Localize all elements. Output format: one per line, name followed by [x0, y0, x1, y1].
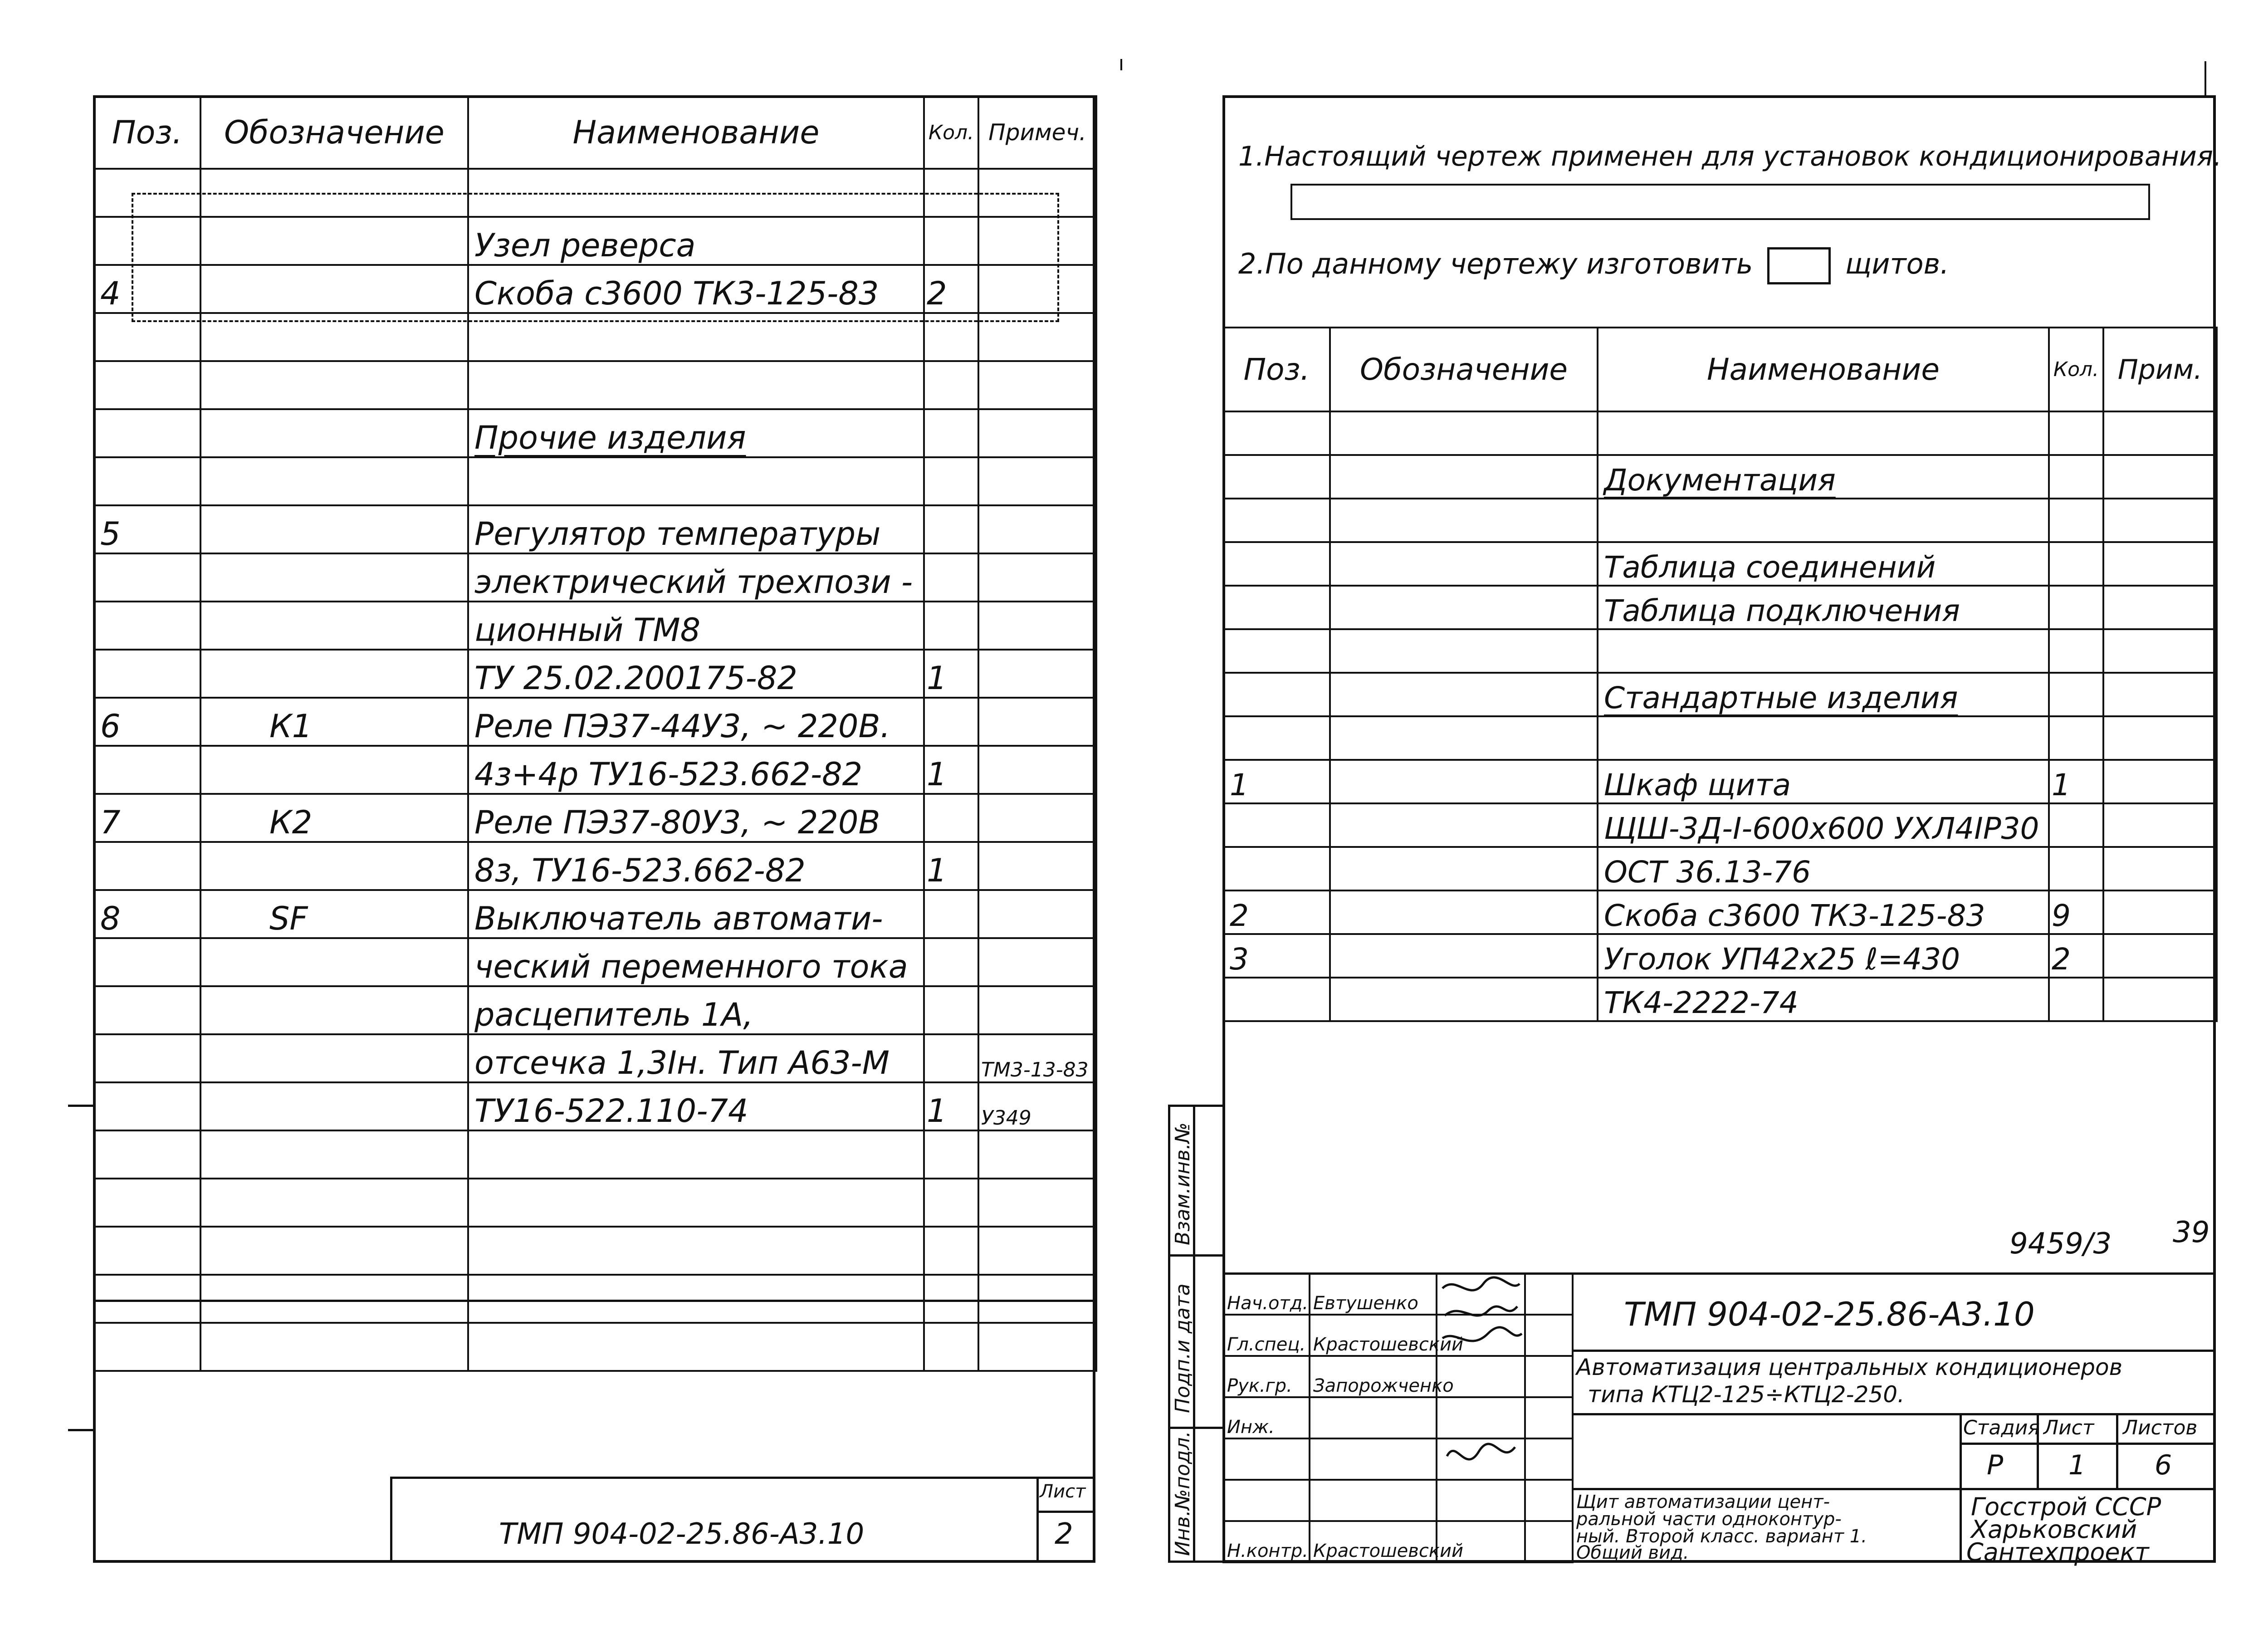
stamp-role: Нач.отд. — [1223, 1273, 1310, 1315]
page-number: 39 — [2173, 1216, 2210, 1249]
stamp-name: Запорожченко — [1310, 1356, 1437, 1397]
right-cell-pos — [1223, 499, 1330, 542]
left-row — [94, 1323, 1096, 1371]
right-row — [1223, 499, 2217, 542]
right-cell-pos — [1223, 542, 1330, 586]
left-cell-pos — [94, 986, 200, 1034]
left-cell-naim: 8з, ТУ16-523.662-82 — [468, 842, 924, 890]
left-cell-oboz: К1 — [200, 698, 468, 746]
left-row — [94, 361, 1096, 409]
right-cell-kol — [2049, 803, 2103, 847]
center-fold-mark — [1120, 59, 1122, 70]
left-cell-kol: 2 — [924, 265, 978, 313]
left-cell-oboz — [200, 409, 468, 457]
right-cell-oboz — [1330, 716, 1598, 760]
note-1-blank-box — [1290, 184, 2150, 220]
side-label-vzam: Взам.инв.№ — [1171, 1122, 1194, 1245]
right-cell-kol — [2049, 499, 2103, 542]
left-cell-prim — [978, 746, 1096, 794]
left-cell-pos — [94, 457, 200, 505]
right-header-naim: Наименование — [1598, 328, 2049, 411]
left-cell-naim: ТУ 25.02.200175-82 — [468, 650, 924, 698]
left-cell-oboz — [200, 1130, 468, 1179]
left-cell-oboz — [200, 1179, 468, 1227]
left-cell-naim — [468, 1323, 924, 1371]
right-cell-prim — [2103, 673, 2217, 716]
right-cell-naim: ТК4-2222-74 — [1598, 978, 2049, 1021]
right-header-kol: Кол. — [2049, 328, 2103, 411]
right-cell-kol — [2049, 716, 2103, 760]
note-2-quantity-box[interactable] — [1767, 247, 1831, 284]
right-row — [1223, 455, 2217, 499]
left-cell-oboz — [200, 602, 468, 650]
left-cell-prim — [978, 1323, 1096, 1371]
right-row — [1223, 760, 2217, 803]
right-cell-naim — [1598, 629, 2049, 673]
left-cell-pos — [94, 361, 200, 409]
note-2-suffix: щитов. — [1845, 247, 1949, 281]
right-cell-kol — [2049, 847, 2103, 890]
right-cell-kol: 9 — [2049, 890, 2103, 934]
top-right-corner-mark — [2204, 61, 2206, 95]
stamp-date — [1525, 1397, 1573, 1438]
right-cell-pos — [1223, 978, 1330, 1021]
right-cell-naim: ОСТ 36.13-76 — [1598, 847, 2049, 890]
stamp-desc-3: ный. Второй класс. вариант 1. — [1576, 1526, 1867, 1547]
left-cell-oboz — [200, 746, 468, 794]
left-cell-prim — [978, 602, 1096, 650]
right-cell-kol — [2049, 542, 2103, 586]
right-cell-oboz — [1330, 890, 1598, 934]
right-cell-prim — [2103, 847, 2217, 890]
right-cell-oboz — [1330, 760, 1598, 803]
right-header-prim: Прим. — [2103, 328, 2217, 411]
left-cell-prim — [978, 409, 1096, 457]
right-cell-prim — [2103, 629, 2217, 673]
right-cell-prim — [2103, 803, 2217, 847]
stamp-date — [1525, 1273, 1573, 1315]
left-cell-kol: 1 — [924, 650, 978, 698]
left-cell-oboz — [200, 1227, 468, 1275]
left-header-oboz: Обозначение — [200, 96, 468, 169]
note-2 — [1238, 247, 1949, 284]
stamp-name: Евтушенко — [1310, 1273, 1437, 1315]
left-cell-kol: 1 — [924, 842, 978, 890]
left-cell-pos — [94, 409, 200, 457]
left-cell-pos: 8 — [94, 890, 200, 938]
left-header-prim: Примеч. — [978, 96, 1096, 169]
left-row — [94, 505, 1096, 553]
left-row — [94, 1227, 1096, 1275]
right-cell-oboz — [1330, 455, 1598, 499]
right-cell-prim — [2103, 978, 2217, 1021]
note-1: 1.Настоящий чертеж применен для установок кондиционирования. — [1238, 141, 2222, 172]
left-row — [94, 794, 1096, 842]
left-cell-prim — [978, 794, 1096, 842]
left-cell-kol — [924, 553, 978, 602]
stamp-desc-2: ральной части одноконтур- — [1576, 1509, 1842, 1530]
left-cell-kol — [924, 1323, 978, 1371]
left-cell-naim: ТУ16-522.110-74 — [468, 1082, 924, 1130]
left-cell-kol — [924, 890, 978, 938]
stamp-title-2: типа КТЦ2-125÷КТЦ2-250. — [1588, 1381, 1905, 1408]
right-cell-oboz — [1330, 803, 1598, 847]
left-cell-prim — [978, 1179, 1096, 1227]
left-cell-naim: расцепитель 1А, — [468, 986, 924, 1034]
left-header-naim: Наименование — [468, 96, 924, 169]
right-row — [1223, 673, 2217, 716]
stamp-name: Крастошевский — [1310, 1315, 1437, 1356]
side-label-inv: Инв.№подл. — [1171, 1431, 1194, 1556]
left-cell-prim — [978, 1130, 1096, 1179]
right-cell-oboz — [1330, 499, 1598, 542]
left-row — [94, 553, 1096, 602]
right-cell-kol: 2 — [2049, 934, 2103, 978]
left-cell-kol — [924, 986, 978, 1034]
right-cell-naim — [1598, 411, 2049, 455]
stamp-title-split — [1572, 1413, 2216, 1415]
stamp-name — [1310, 1397, 1437, 1438]
left-footer-code: ТМП 904-02-25.86-А3.10 — [499, 1517, 865, 1551]
left-row — [94, 938, 1096, 986]
left-cell-kol: 1 — [924, 746, 978, 794]
right-cell-oboz — [1330, 673, 1598, 716]
left-row — [94, 986, 1096, 1034]
right-spec-table — [1222, 327, 2218, 1022]
right-cell-oboz — [1330, 411, 1598, 455]
right-cell-prim — [2103, 716, 2217, 760]
left-cell-pos — [94, 1227, 200, 1275]
left-cell-pos: 4 — [94, 265, 200, 313]
left-row — [94, 698, 1096, 746]
left-cell-prim — [978, 361, 1096, 409]
left-cell-pos — [94, 553, 200, 602]
side-label-podp: Подп.и дата — [1171, 1283, 1194, 1413]
right-cell-kol: 1 — [2049, 760, 2103, 803]
stamp-list: 1 — [2068, 1449, 2086, 1481]
assembly-dashed-frame — [132, 193, 1059, 322]
stamp-role — [1223, 1438, 1310, 1480]
left-cell-pos: 7 — [94, 794, 200, 842]
left-cell-naim — [468, 1227, 924, 1275]
right-cell-kol — [2049, 978, 2103, 1021]
side-strip-split — [1168, 1427, 1225, 1429]
left-row — [94, 1082, 1096, 1130]
left-cell-kol — [924, 1275, 978, 1323]
right-cell-naim — [1598, 499, 2049, 542]
left-cell-oboz — [200, 842, 468, 890]
right-cell-pos — [1223, 716, 1330, 760]
stamp-name: Крастошевский — [1310, 1521, 1437, 1562]
stamp-desc-4: Общий вид. — [1576, 1542, 1689, 1563]
left-cell-kol — [924, 1034, 978, 1082]
right-row — [1223, 716, 2217, 760]
left-cell-kol: 1 — [924, 1082, 978, 1130]
stamp-row — [1223, 1521, 1573, 1562]
stamp-code: ТМП 904-02-25.86-А3.10 — [1624, 1295, 2035, 1333]
left-footer-list-divider — [1036, 1477, 1039, 1563]
stamp-role — [1223, 1480, 1310, 1521]
left-cell-pos — [94, 1034, 200, 1082]
stamp-col-stage: Стадия — [1963, 1416, 2040, 1439]
left-row — [94, 1275, 1096, 1323]
right-cell-pos — [1223, 586, 1330, 629]
stamp-org-3: Сантехпроект — [1966, 1538, 2149, 1566]
right-cell-oboz — [1330, 586, 1598, 629]
right-cell-prim — [2103, 760, 2217, 803]
left-cell-prim — [978, 650, 1096, 698]
signature-marks — [1438, 1275, 1529, 1488]
left-cell-oboz — [200, 553, 468, 602]
stamp-stage: Р — [1987, 1449, 2004, 1481]
left-margin-tick — [68, 1429, 93, 1431]
left-row — [94, 457, 1096, 505]
left-cell-naim: Узел реверса — [468, 217, 924, 265]
left-cell-naim — [468, 1179, 924, 1227]
left-cell-kol — [924, 361, 978, 409]
left-cell-kol — [924, 505, 978, 553]
stamp-meta-head — [1960, 1443, 2216, 1445]
right-cell-pos: 1 — [1223, 760, 1330, 803]
left-cell-pos — [94, 602, 200, 650]
left-row — [94, 650, 1096, 698]
stamp-date — [1525, 1356, 1573, 1397]
left-cell-naim: Реле ПЭ37-80У3, ~ 220В — [468, 794, 924, 842]
stamp-meta-col — [2116, 1413, 2118, 1488]
stamp-col-lists: Листов — [2123, 1416, 2198, 1439]
left-cell-prim: ТМ3-13-83 — [978, 1034, 1096, 1082]
left-cell-oboz — [200, 650, 468, 698]
doc-number: 9459/3 — [2009, 1227, 2112, 1261]
left-cell-naim — [468, 1275, 924, 1323]
right-cell-kol — [2049, 411, 2103, 455]
right-cell-naim: Таблица соединений — [1598, 542, 2049, 586]
left-header-pos: Поз. — [94, 96, 200, 169]
right-cell-pos — [1223, 455, 1330, 499]
left-cell-prim — [978, 986, 1096, 1034]
left-cell-pos: 6 — [94, 698, 200, 746]
left-cell-oboz — [200, 1275, 468, 1323]
left-footer-list-num: 2 — [1055, 1517, 1073, 1551]
right-cell-oboz — [1330, 542, 1598, 586]
right-cell-oboz — [1330, 629, 1598, 673]
left-cell-pos — [94, 842, 200, 890]
left-cell-oboz — [200, 361, 468, 409]
right-cell-prim — [2103, 890, 2217, 934]
right-cell-naim: Стандартные изделия — [1598, 673, 2049, 716]
right-cell-naim: Шкаф щита — [1598, 760, 2049, 803]
left-row — [94, 842, 1096, 890]
left-cell-prim — [978, 1227, 1096, 1275]
left-margin-tick — [68, 1105, 93, 1107]
right-cell-prim — [2103, 455, 2217, 499]
left-cell-oboz — [200, 505, 468, 553]
right-cell-prim — [2103, 586, 2217, 629]
left-cell-kol — [924, 698, 978, 746]
right-cell-prim — [2103, 542, 2217, 586]
left-cell-prim — [978, 457, 1096, 505]
right-row — [1223, 934, 2217, 978]
right-cell-naim: Скоба с3600 ТК3-125-83 — [1598, 890, 2049, 934]
stamp-col-list: Лист — [2043, 1416, 2094, 1439]
left-cell-oboz: SF — [200, 890, 468, 938]
right-cell-pos: 2 — [1223, 890, 1330, 934]
right-row — [1223, 890, 2217, 934]
right-cell-kol — [2049, 629, 2103, 673]
left-cell-prim: У349 — [978, 1082, 1096, 1130]
left-cell-naim: электрический трехпози - — [468, 553, 924, 602]
left-row — [94, 409, 1096, 457]
left-cell-prim — [978, 938, 1096, 986]
right-cell-pos — [1223, 629, 1330, 673]
left-cell-pos — [94, 746, 200, 794]
left-cell-pos — [94, 938, 200, 986]
note-2-prefix: 2.По данному чертежу изготовить — [1238, 247, 1753, 281]
left-cell-kol — [924, 1227, 978, 1275]
stamp-name — [1310, 1480, 1437, 1521]
left-cell-prim — [978, 505, 1096, 553]
left-cell-kol — [924, 602, 978, 650]
left-cell-naim: Выключатель автомати- — [468, 890, 924, 938]
left-cell-naim — [468, 457, 924, 505]
stamp-code-split — [1572, 1350, 2216, 1352]
left-cell-prim — [978, 890, 1096, 938]
right-row — [1223, 847, 2217, 890]
left-cell-oboz — [200, 457, 468, 505]
stamp-date — [1525, 1315, 1573, 1356]
left-cell-pos — [94, 1082, 200, 1130]
left-cell-prim — [978, 553, 1096, 602]
right-cell-naim: ЩШ-3Д-I-600х600 УХЛ4IP30 — [1598, 803, 2049, 847]
left-cell-pos — [94, 1275, 200, 1323]
right-cell-naim: Уголок УП42х25 ℓ=430 — [1598, 934, 2049, 978]
right-row — [1223, 411, 2217, 455]
left-cell-oboz: К2 — [200, 794, 468, 842]
stamp-name — [1310, 1438, 1437, 1480]
right-cell-prim — [2103, 411, 2217, 455]
left-row — [94, 746, 1096, 794]
right-cell-prim — [2103, 934, 2217, 978]
left-cell-naim: Реле ПЭ37-44У3, ~ 220В. — [468, 698, 924, 746]
left-cell-pos: 5 — [94, 505, 200, 553]
stamp-lists: 6 — [2155, 1449, 2172, 1481]
left-cell-naim — [468, 361, 924, 409]
right-cell-kol — [2049, 455, 2103, 499]
left-cell-naim: отсечка 1,3Iн. Тип А63-М — [468, 1034, 924, 1082]
stamp-desc-split — [1572, 1488, 2216, 1490]
stamp-date — [1525, 1521, 1573, 1562]
left-cell-naim: 4з+4р ТУ16-523.662-82 — [468, 746, 924, 794]
stamp-date — [1525, 1438, 1573, 1480]
stamp-org-2: Харьковский — [1971, 1515, 2137, 1544]
right-cell-pos: 3 — [1223, 934, 1330, 978]
left-row — [94, 602, 1096, 650]
left-cell-kol — [924, 938, 978, 986]
left-row — [94, 1179, 1096, 1227]
left-cell-kol — [924, 457, 978, 505]
right-header-pos: Поз. — [1223, 328, 1330, 411]
left-cell-kol — [924, 1179, 978, 1227]
left-cell-naim: Прочие изделия — [468, 409, 924, 457]
left-cell-prim — [978, 842, 1096, 890]
left-cell-naim: ционный ТМ8 — [468, 602, 924, 650]
left-cell-kol — [924, 1130, 978, 1179]
right-cell-oboz — [1330, 978, 1598, 1021]
stamp-role: Н.контр. — [1223, 1521, 1310, 1562]
right-cell-oboz — [1330, 847, 1598, 890]
left-cell-prim — [978, 698, 1096, 746]
left-cell-oboz — [200, 1323, 468, 1371]
stamp-desc-1: Щит автоматизации цент- — [1576, 1492, 1830, 1512]
left-row — [94, 1034, 1096, 1082]
left-cell-naim — [468, 1130, 924, 1179]
side-strip-split — [1168, 1254, 1225, 1257]
left-footer-divider — [93, 1300, 1095, 1302]
left-cell-kol — [924, 794, 978, 842]
right-cell-naim — [1598, 716, 2049, 760]
right-cell-kol — [2049, 673, 2103, 716]
right-row — [1223, 978, 2217, 1021]
stamp-date — [1525, 1480, 1573, 1521]
stamp-role: Инж. — [1223, 1397, 1310, 1438]
left-header-kol: Кол. — [924, 96, 978, 169]
right-cell-oboz — [1330, 934, 1598, 978]
right-cell-kol — [2049, 586, 2103, 629]
left-cell-oboz — [200, 1034, 468, 1082]
left-cell-prim — [978, 1275, 1096, 1323]
left-row — [94, 890, 1096, 938]
left-cell-pos — [94, 1179, 200, 1227]
right-row — [1223, 803, 2217, 847]
right-row — [1223, 629, 2217, 673]
right-row — [1223, 586, 2217, 629]
right-cell-prim — [2103, 499, 2217, 542]
left-cell-pos — [94, 1130, 200, 1179]
stamp-role: Рук.гр. — [1223, 1356, 1310, 1397]
left-footer-list-label: Лист — [1040, 1481, 1086, 1502]
left-cell-pos — [94, 650, 200, 698]
stamp-org-1: Госстрой СССР — [1971, 1492, 2161, 1521]
left-cell-pos — [94, 1323, 200, 1371]
left-cell-naim: Регулятор температуры — [468, 505, 924, 553]
right-header-oboz: Обозначение — [1330, 328, 1598, 411]
left-cell-oboz — [200, 1082, 468, 1130]
left-cell-naim: ческий переменного тока — [468, 938, 924, 986]
left-footer-list-split — [1036, 1511, 1095, 1513]
left-cell-naim: Скоба с3600 ТК3-125-83 — [468, 265, 924, 313]
right-cell-pos — [1223, 803, 1330, 847]
right-cell-naim: Документация — [1598, 455, 2049, 499]
stamp-meta-divider — [1960, 1413, 1962, 1563]
left-cell-oboz — [200, 938, 468, 986]
stamp-title-1: Автоматизация центральных кондиционеров — [1576, 1354, 2123, 1380]
left-row — [94, 1130, 1096, 1179]
right-cell-pos — [1223, 411, 1330, 455]
right-cell-pos — [1223, 847, 1330, 890]
stamp-role: Гл.спец. — [1223, 1315, 1310, 1356]
left-cell-oboz — [200, 986, 468, 1034]
right-cell-naim: Таблица подключения — [1598, 586, 2049, 629]
right-row — [1223, 542, 2217, 586]
right-cell-pos — [1223, 673, 1330, 716]
left-cell-kol — [924, 409, 978, 457]
